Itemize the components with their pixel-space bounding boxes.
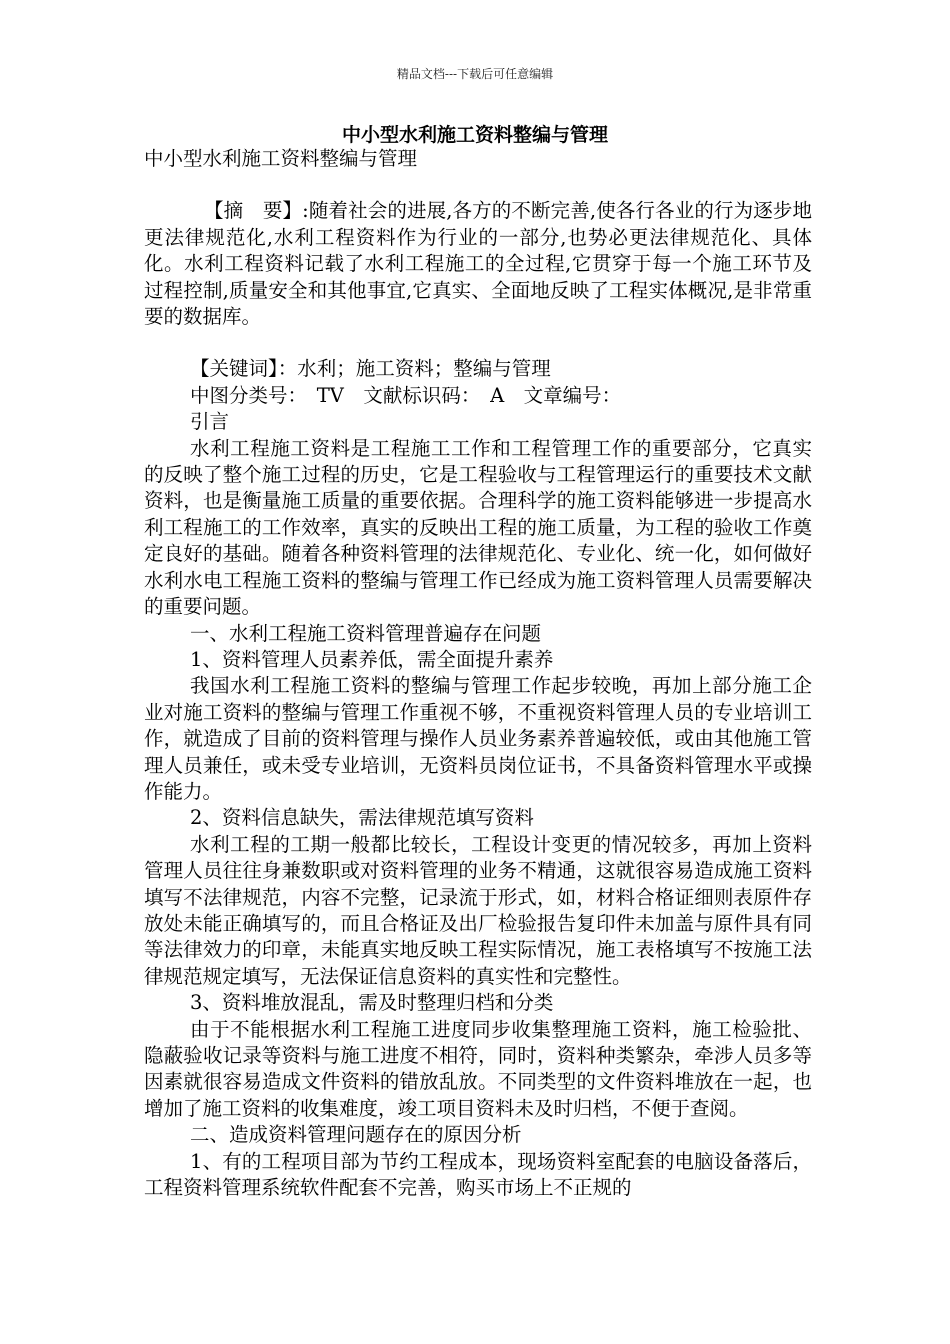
section-1-1-heading: 1、资料管理人员素养低，需全面提升素养 bbox=[190, 647, 554, 671]
document-subtitle: 中小型水利施工资料整编与管理 bbox=[144, 147, 418, 170]
section-1-3-heading: 3、资料堆放混乱，需及时整理归档和分类 bbox=[190, 991, 554, 1015]
section-1-2-paragraph: 水利工程的工期一般都比较长，工程设计变更的情况较多，再加上资料管理人员往往身兼数职或对资料管理的业务不精通，这就很容易造成施工资料填写不法律规范，内容不完整，记录流于形式，如，材料合格证细则表原件存放处未能正确填写的，而且合格证及出厂检验报告复印件未加盖与原件具有同等法律效力的印章，未能真实地反映工程实际情况，施工表格填写不按施工法律规范规定填写，无法保证信息资料的真实性和完整性。 bbox=[144, 832, 812, 988]
keywords-line: 【关键词】：水利；施工资料；整编与管理 bbox=[190, 357, 551, 381]
blank-line bbox=[144, 330, 812, 356]
section-1-heading: 一、水利工程施工资料管理普遍存在问题 bbox=[190, 621, 542, 645]
document-title: 中小型水利施工资料整编与管理 bbox=[341, 124, 608, 146]
section-1-2-heading: 2、资料信息缺失，需法律规范填写资料 bbox=[190, 806, 534, 830]
section-2-heading: 二、造成资料管理问题存在的原因分析 bbox=[190, 1123, 522, 1147]
section-2-1-paragraph: 1、有的工程项目部为节约工程成本，现场资料室配套的电脑设备落后，工程资料管理系统软件配套不完善，购买市场上不正规的 bbox=[144, 1149, 812, 1200]
page-header-watermark: 精品文档---下载后可任意编辑 bbox=[396, 67, 554, 81]
abstract-paragraph: 【摘 要】:随着社会的进展,各方的不断完善,使各行各业的行为逐步地更法律规范化,水利工程资料作为行业的一部分,也势必更法律规范化、具体化。水利工程资料记载了水利工程施工的全过程,它贯穿于每一个施工环节及过程控制,质量安全和其他事宜,它真实、全面地反映了工程实体概况,是非常重要的数据库。 bbox=[144, 199, 812, 329]
classification-line: 中图分类号： TV 文献标识码： A 文章编号： bbox=[190, 383, 622, 407]
document-body bbox=[144, 146, 812, 1201]
intro-heading: 引言 bbox=[190, 410, 230, 434]
section-1-3-paragraph: 由于不能根据水利工程施工进度同步收集整理施工资料，施工检验批、隐蔽验收记录等资料与施工进度不相符，同时，资料种类繁杂，牵涉人员多等因素就很容易造成文件资料的错放乱放。不同类型的文件资料堆放在一起，也增加了施工资料的收集难度，竣工项目资料未及时归档，不便于查阅。 bbox=[144, 1017, 812, 1120]
section-1-1-paragraph: 我国水利工程施工资料的整编与管理工作起步较晚，再加上部分施工企业对施工资料的整编与管理工作重视不够，不重视资料管理人员的专业培训工作，就造成了目前的资料管理与操作人员业务素养普遍较低，或由其他施工管理人员兼任，或未受专业培训，无资料员岗位证书，不具备资料管理水平或操作能力。 bbox=[144, 674, 812, 803]
intro-paragraph: 水利工程施工资料是工程施工工作和工程管理工作的重要部分，它真实的反映了整个施工过程的历史，它是工程验收与工程管理运行的重要技术文献资料，也是衡量施工质量的重要依据。合理科学的施工资料能够进一步提高水利工程施工的工作效率，真实的反映出工程的施工质量，为工程的验收工作奠定良好的基础。随着各种资料管理的法律规范化、专业化、统一化，如何做好水利水电工程施工资料的整编与管理工作已经成为施工资料管理人员需要解决的重要问题。 bbox=[144, 436, 812, 619]
